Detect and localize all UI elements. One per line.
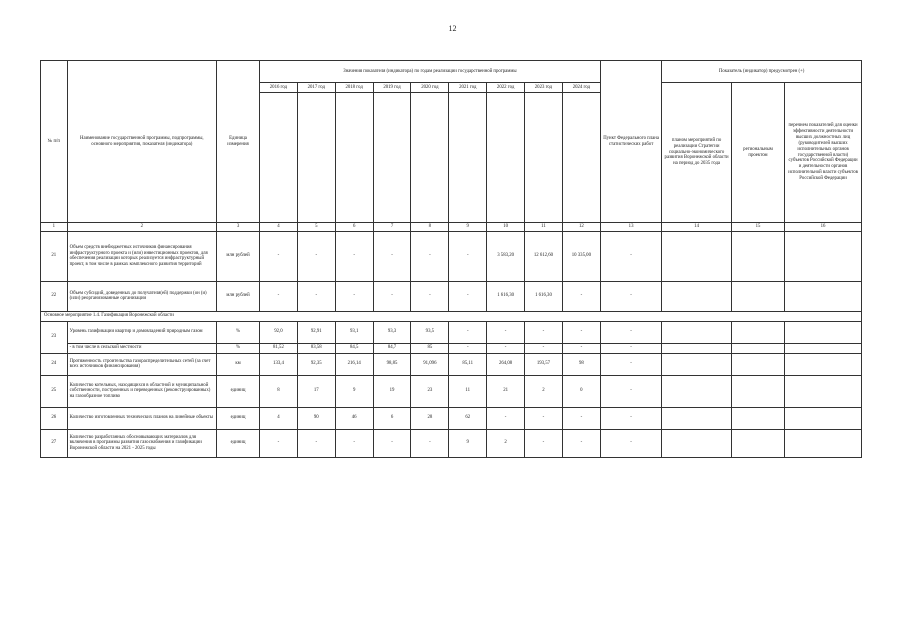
column-number-cell: 4 — [260, 223, 298, 232]
section-title: Основное мероприятие 1.4. Газификация Воронежской области — [41, 311, 862, 321]
page-number: 12 — [448, 24, 457, 33]
table-row — [41, 231, 862, 281]
table-row — [41, 407, 862, 429]
row-unit: млн рублей — [217, 281, 260, 311]
column-number-cell: 15 — [731, 223, 784, 232]
value-cell: - — [600, 429, 661, 457]
value-cell: 11 — [449, 375, 487, 407]
value-cell — [785, 321, 862, 343]
header-year: 2017 год — [297, 83, 335, 93]
value-cell: - — [411, 429, 449, 457]
value-cell: 17 — [297, 375, 335, 407]
value-cell — [662, 429, 732, 457]
value-cell — [662, 343, 732, 353]
table-row — [41, 321, 862, 343]
value-cell: 98,85 — [373, 353, 411, 375]
row-name: Объем средств внебюджетных источников финансирования инфраструктурного проекта и (или) инвестиционных проектов, для обеспечения реализации которых реализуется инфраструктурный проект, в том числе в рамках комплексного развития территорий — [67, 231, 216, 281]
header-unit: Единица измерения — [217, 61, 260, 223]
value-cell: - — [600, 343, 661, 353]
value-cell: 3 583,20 — [487, 231, 525, 281]
header-stat-item: Пункт Федерального плана статистических работ — [600, 61, 661, 223]
header-no: № п/п — [41, 61, 68, 223]
value-cell: 21 — [487, 375, 525, 407]
value-cell: 193,57 — [525, 353, 563, 375]
value-cell: - — [449, 281, 487, 311]
column-number-cell: 14 — [662, 223, 732, 232]
header-ind-regional: региональным проектом — [731, 83, 784, 223]
value-cell — [785, 429, 862, 457]
value-cell: - — [297, 429, 335, 457]
value-cell: 0 — [562, 375, 600, 407]
value-cell — [785, 343, 862, 353]
value-cell: 4 — [260, 407, 298, 429]
document-table-wrapper — [40, 60, 862, 458]
value-cell — [785, 231, 862, 281]
row-name: Количество котельных, находящихся в областной и муниципальной собственности, построенных и переведенных (реконструированных) на газообразное топливо — [67, 375, 216, 407]
value-cell: - — [600, 407, 661, 429]
value-cell — [662, 231, 732, 281]
value-cell: - — [487, 407, 525, 429]
value-cell: 93,5 — [411, 321, 449, 343]
row-unit: единиц — [217, 429, 260, 457]
header-year: 2022 год — [487, 83, 525, 93]
value-cell: - — [600, 375, 661, 407]
value-cell: 264,08 — [487, 353, 525, 375]
value-cell: - — [487, 343, 525, 353]
value-cell: - — [449, 231, 487, 281]
value-cell — [731, 353, 784, 375]
column-number-cell: 7 — [373, 223, 411, 232]
header-year: 2018 год — [335, 83, 373, 93]
table-row — [41, 353, 862, 375]
value-cell — [662, 353, 732, 375]
value-cell: 83,58 — [297, 343, 335, 353]
value-cell: 98 — [562, 353, 600, 375]
value-cell — [731, 321, 784, 343]
value-cell — [662, 407, 732, 429]
header-indicators-group: Показатель (индикатор) предусмотрен (+) — [662, 61, 862, 83]
value-cell: 81,52 — [260, 343, 298, 353]
value-cell: 46 — [335, 407, 373, 429]
header-values-group: Значения показателя (индикатора) по годам реализации государственной программы — [260, 61, 601, 83]
value-cell: 91,096 — [411, 353, 449, 375]
value-cell: 92,0 — [260, 321, 298, 343]
value-cell: - — [562, 321, 600, 343]
row-unit: км — [217, 353, 260, 375]
value-cell — [785, 281, 862, 311]
header-ind-strategy: планом мероприятий по реализации Стратегии социально-экономического развития Воронежской области на период до 2035 года — [662, 83, 732, 223]
header-year: 2016 год — [260, 83, 298, 93]
value-cell: 62 — [449, 407, 487, 429]
value-cell: - — [335, 281, 373, 311]
value-cell: 1 616,30 — [487, 281, 525, 311]
value-cell: - — [600, 281, 661, 311]
column-number-row — [41, 223, 862, 232]
header-name: Наименование государственной программы, подпрограммы, основного мероприятия, показателя (индикатора) — [67, 61, 216, 223]
value-cell: - — [525, 343, 563, 353]
value-cell: - — [449, 321, 487, 343]
table-subrow — [41, 343, 862, 353]
row-unit: млн рублей — [217, 231, 260, 281]
value-cell — [731, 231, 784, 281]
value-cell: - — [562, 407, 600, 429]
value-cell: 84,7 — [373, 343, 411, 353]
value-cell: 93,3 — [373, 321, 411, 343]
value-cell: - — [335, 231, 373, 281]
value-cell: 19 — [373, 375, 411, 407]
value-cell: 92,91 — [297, 321, 335, 343]
value-cell: - — [525, 407, 563, 429]
table-row — [41, 429, 862, 457]
row-number: 24 — [41, 353, 68, 375]
value-cell: 84,5 — [335, 343, 373, 353]
row-name: Количество изготовленных технических планов на линейные объекты — [67, 407, 216, 429]
column-number-cell: 1 — [41, 223, 68, 232]
value-cell: 9 — [449, 429, 487, 457]
row-number: 25 — [41, 375, 68, 407]
value-cell: 23 — [411, 375, 449, 407]
value-cell — [731, 429, 784, 457]
row-number: 23 — [41, 321, 68, 353]
section-row — [41, 311, 862, 321]
value-cell: - — [260, 231, 298, 281]
value-cell: 133,4 — [260, 353, 298, 375]
value-cell: - — [411, 231, 449, 281]
value-cell: 10 335,00 — [562, 231, 600, 281]
header-row-1 — [41, 61, 862, 83]
column-number-cell: 10 — [487, 223, 525, 232]
row-name: Уровень газификации квартир и домовладений природным газом — [67, 321, 216, 343]
value-cell: 93,1 — [335, 321, 373, 343]
value-cell: 216,14 — [335, 353, 373, 375]
value-cell: - — [525, 429, 563, 457]
value-cell — [662, 321, 732, 343]
table-row — [41, 281, 862, 311]
column-number-cell: 9 — [449, 223, 487, 232]
row-number: 27 — [41, 429, 68, 457]
column-number-cell: 13 — [600, 223, 661, 232]
column-number-cell: 16 — [785, 223, 862, 232]
row-name: Объем субсидий, доведенных до получателя(ей) поддержки (он (и) (или) реорганизованные организации — [67, 281, 216, 311]
column-number-cell: 2 — [67, 223, 216, 232]
column-number-cell: 8 — [411, 223, 449, 232]
row-unit: % — [217, 343, 260, 353]
value-cell: - — [373, 281, 411, 311]
value-cell: - — [335, 429, 373, 457]
column-number-cell: 11 — [525, 223, 563, 232]
row-number: 21 — [41, 231, 68, 281]
value-cell: 9 — [335, 375, 373, 407]
value-cell: - — [373, 429, 411, 457]
value-cell — [785, 375, 862, 407]
value-cell: 85,11 — [449, 353, 487, 375]
value-cell: 2 — [525, 375, 563, 407]
value-cell: - — [525, 321, 563, 343]
value-cell — [731, 407, 784, 429]
value-cell: - — [260, 429, 298, 457]
value-cell: 6 — [373, 407, 411, 429]
indicators-table — [40, 60, 862, 458]
header-year: 2024 год — [562, 83, 600, 93]
value-cell: - — [297, 281, 335, 311]
value-cell: - — [600, 353, 661, 375]
value-cell: - — [562, 429, 600, 457]
value-cell: 2 — [487, 429, 525, 457]
value-cell — [662, 281, 732, 311]
value-cell: - — [411, 281, 449, 311]
row-unit: единиц — [217, 407, 260, 429]
value-cell: 8 — [260, 375, 298, 407]
header-year: 2019 год — [373, 83, 411, 93]
table-row — [41, 375, 862, 407]
header-ind-decree: перечнем показателей для оценки эффективности деятельности высших должностных лиц (руководителей высших исполнительных органов государственной власти) субъектов Российской Федерации и деятельности органов исполнительной власти субъектов Российской Федерации — [785, 83, 862, 223]
row-unit: % — [217, 321, 260, 343]
value-cell: - — [260, 281, 298, 311]
value-cell — [731, 281, 784, 311]
value-cell: - — [297, 231, 335, 281]
value-cell — [785, 407, 862, 429]
header-year: 2023 год — [525, 83, 563, 93]
value-cell — [785, 353, 862, 375]
value-cell: 85 — [411, 343, 449, 353]
value-cell — [731, 375, 784, 407]
column-number-cell: 5 — [297, 223, 335, 232]
header-year: 2021 год — [449, 83, 487, 93]
value-cell: 90 — [297, 407, 335, 429]
column-number-cell: 3 — [217, 223, 260, 232]
row-number: 26 — [41, 407, 68, 429]
value-cell: - — [373, 231, 411, 281]
value-cell: - — [562, 343, 600, 353]
row-name: - в том числе в сельской местности — [67, 343, 216, 353]
value-cell: 28 — [411, 407, 449, 429]
row-name: Протяженность строительства газораспределительных сетей (за счет всех источников финансирования) — [67, 353, 216, 375]
value-cell: - — [487, 321, 525, 343]
row-unit: единиц — [217, 375, 260, 407]
column-number-cell: 6 — [335, 223, 373, 232]
value-cell: 92,35 — [297, 353, 335, 375]
value-cell: - — [562, 281, 600, 311]
row-number: 22 — [41, 281, 68, 311]
row-name: Количество разработанных обосновывающих материалов для включения в программы развития газоснабжения и газификации Воронежской области на 2021 - 2025 годы — [67, 429, 216, 457]
value-cell: - — [449, 343, 487, 353]
column-number-cell: 12 — [562, 223, 600, 232]
value-cell: 12 612,60 — [525, 231, 563, 281]
value-cell — [731, 343, 784, 353]
value-cell: - — [600, 321, 661, 343]
header-year: 2020 год — [411, 83, 449, 93]
value-cell — [662, 375, 732, 407]
value-cell: 1 616,30 — [525, 281, 563, 311]
value-cell: - — [600, 231, 661, 281]
